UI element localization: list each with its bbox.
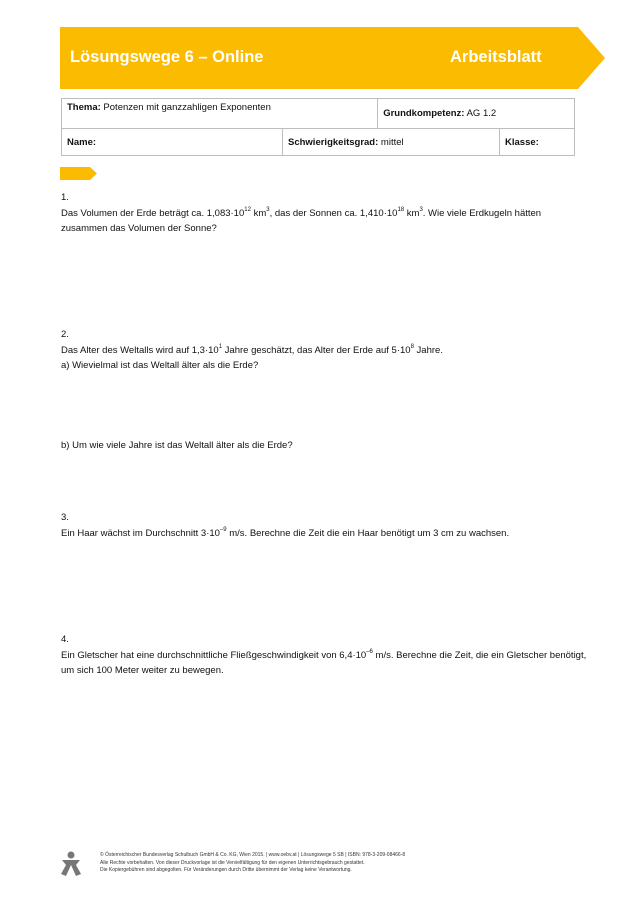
klasse-label: Klasse: [505,136,539,148]
task-1 [61,190,591,237]
grundkompetenz-cell [378,99,575,129]
task-1-line-1: Das Volumen der Erde beträgt ca. $1,083\cdot 10^{12}$ $km^3$, das der Sonnen ca. $1,410\cdot 10^{18}$ $km^3$. Wie viele Erdkugeln hätten [61,206,542,219]
thema-cell [62,99,378,129]
task-4-line-1: Ein Gletscher hat eine durchschnittliche Fließgeschwindigkeit von $6,4\cdot 10^{-6}$ m/s. Berechne die Zeit, die ein Gletscher benötigt, [61,648,587,661]
klasse-cell [500,129,575,156]
header-sheet-label: Arbeitsblatt [450,48,542,66]
thema-label: Thema: [67,102,101,113]
task-2-part-b: b) Um wie viele Jahre ist das Weltall älter als die Erde? [61,440,293,451]
info-table [61,98,575,156]
thema-value: Potenzen mit ganzzahligen Exponenten [100,102,271,113]
footer-line-1: © Österreichischer Bundesverlag Schulbuch GmbH & Co. KG, Wien 2015. | www.oebv.at | Lösungswege 5 SB | ISBN: 978-3-209-08466-8 [100,852,406,858]
task-2b [61,438,591,454]
task-4-number: 4. [61,634,69,645]
task-4-line-2: um sich 100 Meter weiter zu bewegen. [61,665,224,676]
publisher-logo-icon [60,851,82,877]
task-1-line-2: zusammen das Volumen der Sonne? [61,223,217,234]
name-cell [62,129,283,156]
schwierigkeit-label: Schwierigkeitsgrad: [288,136,379,148]
task-2 [61,327,591,374]
task-3-line-1: Ein Haar wächst im Durchschnitt $3\cdot 10^{-9}$ m/s. Berechne die Zeit die ein Haar benötigt um 3 cm zu wachsen. [61,526,510,539]
grundkompetenz-label: Grundkompetenz: [383,108,465,119]
schwierigkeit-cell [283,129,500,156]
footer-line-3: Die Kopiergebühren sind abgegolten. Für Veränderungen durch Dritte übernimmt der Verlag keine Verantwortung. [100,867,352,873]
task-1-number: 1. [61,192,69,203]
task-3 [61,510,591,541]
task-2-part-a: a) Wievielmal ist das Weltall älter als die Erde? [61,360,259,371]
header-banner [60,27,605,89]
task-4 [61,632,591,679]
section-marker-arrow [60,167,97,180]
name-label: Name: [67,136,97,148]
header-title: Lösungswege 6 – Online [70,48,264,66]
task-3-number: 3. [61,512,69,523]
grundkompetenz-value: AG 1.2 [464,108,497,119]
schwierigkeit-value: mittel [378,136,404,148]
footer-line-2: Alle Rechte vorbehalten. Von dieser Druckvorlage ist die Vervielfältigung für den eigenen Unterrichtsgebrauch gestattet. [100,859,365,866]
footer-copyright [100,852,580,875]
task-2-number: 2. [61,329,69,340]
task-2-line-1: Das Alter des Weltalls wird auf $1,3\cdot 10^1$ Jahre geschätzt, das Alter der Erde auf $5\cdot 10^8$ Jahre. [61,343,443,356]
